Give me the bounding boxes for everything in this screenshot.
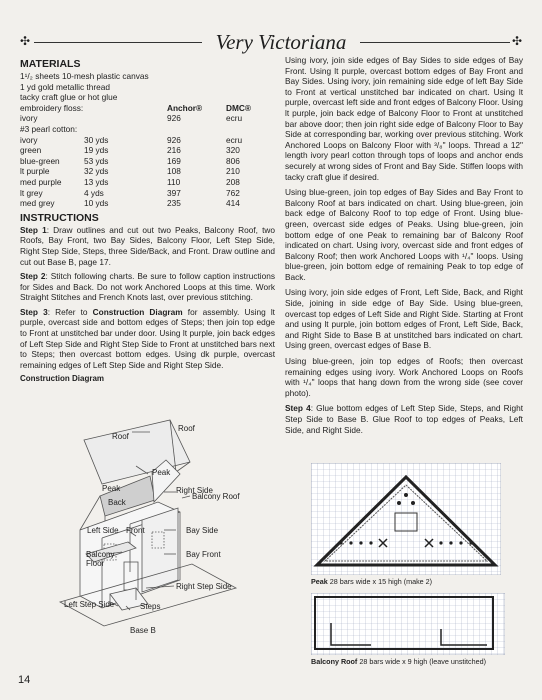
peak-caption — [311, 577, 432, 586]
pearl-anchor: 108 — [167, 166, 181, 177]
label-bay-front: Bay Front — [186, 550, 221, 559]
header-rule-left — [34, 42, 202, 43]
floss-header-row — [20, 103, 275, 114]
anchor-header: Anchor® — [167, 102, 203, 113]
peak-chart — [311, 463, 501, 586]
pearl-color: lt grey — [20, 187, 43, 198]
ornament-icon: ✣ — [512, 34, 523, 48]
label-front: Front — [126, 526, 145, 535]
step-text: : Draw outlines and cut out two Peaks, Balcony Roof, two Roofs, Bay Front, two Bay Sides, Balcony Floor, Left Step Side, Right Step Side, Steps, three Side/Back, and Front. Draw outline and cut out Base B, page 17. — [20, 224, 275, 267]
paragraph: Using ivory, join side edges of Bay Sides to side edges of Bay Front. Using lt purple, overcast bottom edges of Bay Front and Bay Sides. Using ivory, join remaining side edge of left Bay Side to Front at vertical unstitched bar indicated on chart. Using lt purple, overcast left side and front edges of Balcony Floor. Using lt purple, join back edge of Balcony Floor to Front at unstitched bar above door; then join right side edge of Balcony Floor to Bay Side at corresponding bar, working over previous stitching. Work Anchored Loops on Balcony Floor with ³/₈" loops. Thread a 12" length ivory pearl cotton through tops of loops and anchor ends securely at wrong sides of Front and Bay Side. Stiffen loops with tacky craft glue if desired. — [285, 55, 523, 182]
balcony-roof-chart-graphic — [311, 593, 505, 655]
pearl-color: med purple — [20, 176, 62, 187]
step-label: Step 3 — [20, 306, 48, 317]
pearl-color: blue-green — [20, 155, 60, 166]
pearl-label: #3 pearl cotton: — [20, 123, 78, 134]
step-text: : Stitch following charts. Be sure to follow caption instructions for Sides and Back. Do not work Anchored Loops at this time. Work Straight Stitches and French Knots last, over previous stitching. — [20, 271, 275, 303]
pearl-color: lt purple — [20, 166, 50, 177]
floss-color: ivory — [20, 113, 38, 124]
label-right-side: Right Side — [176, 486, 213, 495]
label-right-step-side: Right Step Side — [176, 582, 232, 591]
pearl-yds: 19 yds — [84, 145, 109, 156]
materials-heading: MATERIALS — [20, 58, 81, 70]
material-line: 1¹/₂ sheets 10-mesh plastic canvas — [20, 71, 149, 81]
label-roof: Roof — [112, 432, 129, 441]
pearl-row — [20, 177, 275, 188]
pearl-color: green — [20, 145, 42, 156]
pearl-row — [20, 156, 275, 167]
label-bay-side: Bay Side — [186, 526, 219, 535]
material-line: tacky craft glue or hot glue — [20, 92, 118, 103]
pearl-row — [20, 198, 275, 209]
step-4 — [285, 403, 523, 435]
pearl-color: med grey — [20, 198, 55, 209]
pearl-yds: 10 yds — [84, 198, 109, 209]
pearl-anchor: 235 — [167, 198, 181, 209]
pearl-row — [20, 166, 275, 177]
pearl-row — [20, 188, 275, 199]
paragraph: Using blue-green, join top edges of Roofs; then overcast remaining edges using ivory. Work Anchored Loops on Roofs with ¹/₄" loops that hang down from the wrong side (see cover photo). — [285, 356, 523, 398]
diagram-heading: Construction Diagram — [20, 374, 105, 384]
label-peak: Peak — [152, 468, 171, 477]
label-peak-back: Peak — [102, 484, 121, 493]
step-1 — [20, 225, 275, 267]
pearl-row — [20, 145, 275, 156]
label-base-b: Base B — [130, 626, 156, 635]
dmc-header: DMC® — [226, 102, 252, 113]
pearl-dmc: 762 — [226, 187, 240, 198]
pearl-anchor: 397 — [167, 187, 181, 198]
paragraph: Using blue-green, join top edges of Bay Sides and Bay Front to Balcony Roof at bars indicated on chart. Using blue-green, join back edge of Balcony Roof to top edge of Front. Using blue-green, overcast side edges of Peaks. Using blue-green, join bottom edge of one Peak to remaining bar of Balcony Roof indicated on chart. Using ivory, overcast side and front edges of Balcony Roof; then work Anchored Loops with ¹/₄" loops. Using blue-green, join bottom edge of remaining Peak to top edge of Back. — [285, 187, 523, 282]
label-left-side: Left Side — [87, 526, 119, 535]
pearl-dmc: 320 — [226, 145, 240, 156]
chart-caption-text: 28 bars wide x 9 high (leave unstitched) — [357, 657, 486, 666]
step-label: Step 4 — [285, 403, 311, 414]
floss-dmc: ecru — [226, 113, 243, 124]
pearl-yds: 13 yds — [84, 176, 109, 187]
page-header — [20, 30, 525, 56]
peak-chart-graphic — [311, 463, 501, 575]
left-column — [20, 58, 275, 385]
pearl-anchor: 110 — [167, 176, 181, 187]
pearl-anchor: 926 — [167, 134, 181, 145]
step-3 — [20, 307, 275, 371]
pearl-row — [20, 135, 275, 146]
balcony-roof-chart — [311, 593, 505, 666]
pearl-dmc: 806 — [226, 155, 240, 166]
chart-name: Balcony Roof — [311, 657, 358, 666]
floss-row — [20, 113, 275, 124]
label-roof-top: Roof — [178, 424, 195, 433]
page-title: Very Victoriana — [215, 30, 347, 54]
pearl-anchor: 169 — [167, 155, 181, 166]
label-steps: Steps — [140, 602, 161, 611]
pearl-yds: 4 yds — [84, 187, 104, 198]
page-number: 14 — [18, 674, 31, 686]
paragraph: Using ivory, join side edges of Front, Left Side, Back, and Right Side, joining in side edge of Bay Side. Using blue-green, overcast top edges of Left Side and Right Side. Starting at Front and using lt purple, join bottom edges of Front, Left Side, Back, and Right Side to Base B at unstitched bars indicated on chart. Using green, overcast edges of Base B. — [285, 287, 523, 351]
floss-anchor: 926 — [167, 113, 181, 124]
pearl-dmc: 210 — [226, 166, 240, 177]
step-label: Step 2 — [20, 271, 46, 282]
balcony-roof-caption — [311, 657, 486, 666]
label-left-step-side: Left Step Side — [64, 600, 115, 609]
pearl-anchor: 216 — [167, 145, 181, 156]
chart-name: Peak — [311, 577, 328, 586]
step-text: for assembly. Using lt purple, overcast side and bottom edges of Steps; then join top edge to Front at unstitched bar under door. Using lt purple, join back edges of Left Step Side and Right Step Side to Front at unstitched bars next to Steps; then overcast bottom edges. Using dk purple, overcast remaining edges of Left Step Side and Right Step Side. — [20, 306, 275, 370]
pearl-yds: 30 yds — [84, 134, 109, 145]
floss-label: embroidery floss: — [20, 102, 84, 113]
step-text-bold: Construction Diagram — [92, 306, 183, 317]
instructions-heading: INSTRUCTIONS — [20, 211, 99, 224]
step-2 — [20, 271, 275, 303]
material-line: 1 yd gold metallic thread — [20, 81, 110, 92]
step-text: : Glue bottom edges of Left Step Side, Steps, and Right Step Side to Base B. Glue Roof to top edges of Peaks, Left Side, and Right Side. — [285, 403, 523, 435]
step-text: : Refer to — [47, 306, 93, 317]
label-back: Back — [108, 498, 126, 507]
right-column — [285, 55, 523, 440]
pearl-color: ivory — [20, 134, 38, 145]
label-balcony-roof: Balcony Roof — [192, 492, 240, 501]
pearl-yds: 53 yds — [84, 155, 109, 166]
ornament-icon: ✣ — [20, 34, 31, 48]
chart-caption-text: 28 bars wide x 15 high (make 2) — [327, 577, 433, 586]
diagram-bay — [142, 508, 178, 592]
pearl-dmc: 414 — [226, 198, 240, 209]
pearl-yds: 32 yds — [84, 166, 109, 177]
step-label: Step 1 — [20, 224, 47, 235]
pearl-dmc: 208 — [226, 176, 240, 187]
label-balcony-floor: Balcony Floor — [86, 550, 115, 568]
header-rule-right — [360, 42, 510, 43]
construction-diagram — [40, 412, 280, 644]
pearl-dmc: ecru — [226, 134, 243, 145]
